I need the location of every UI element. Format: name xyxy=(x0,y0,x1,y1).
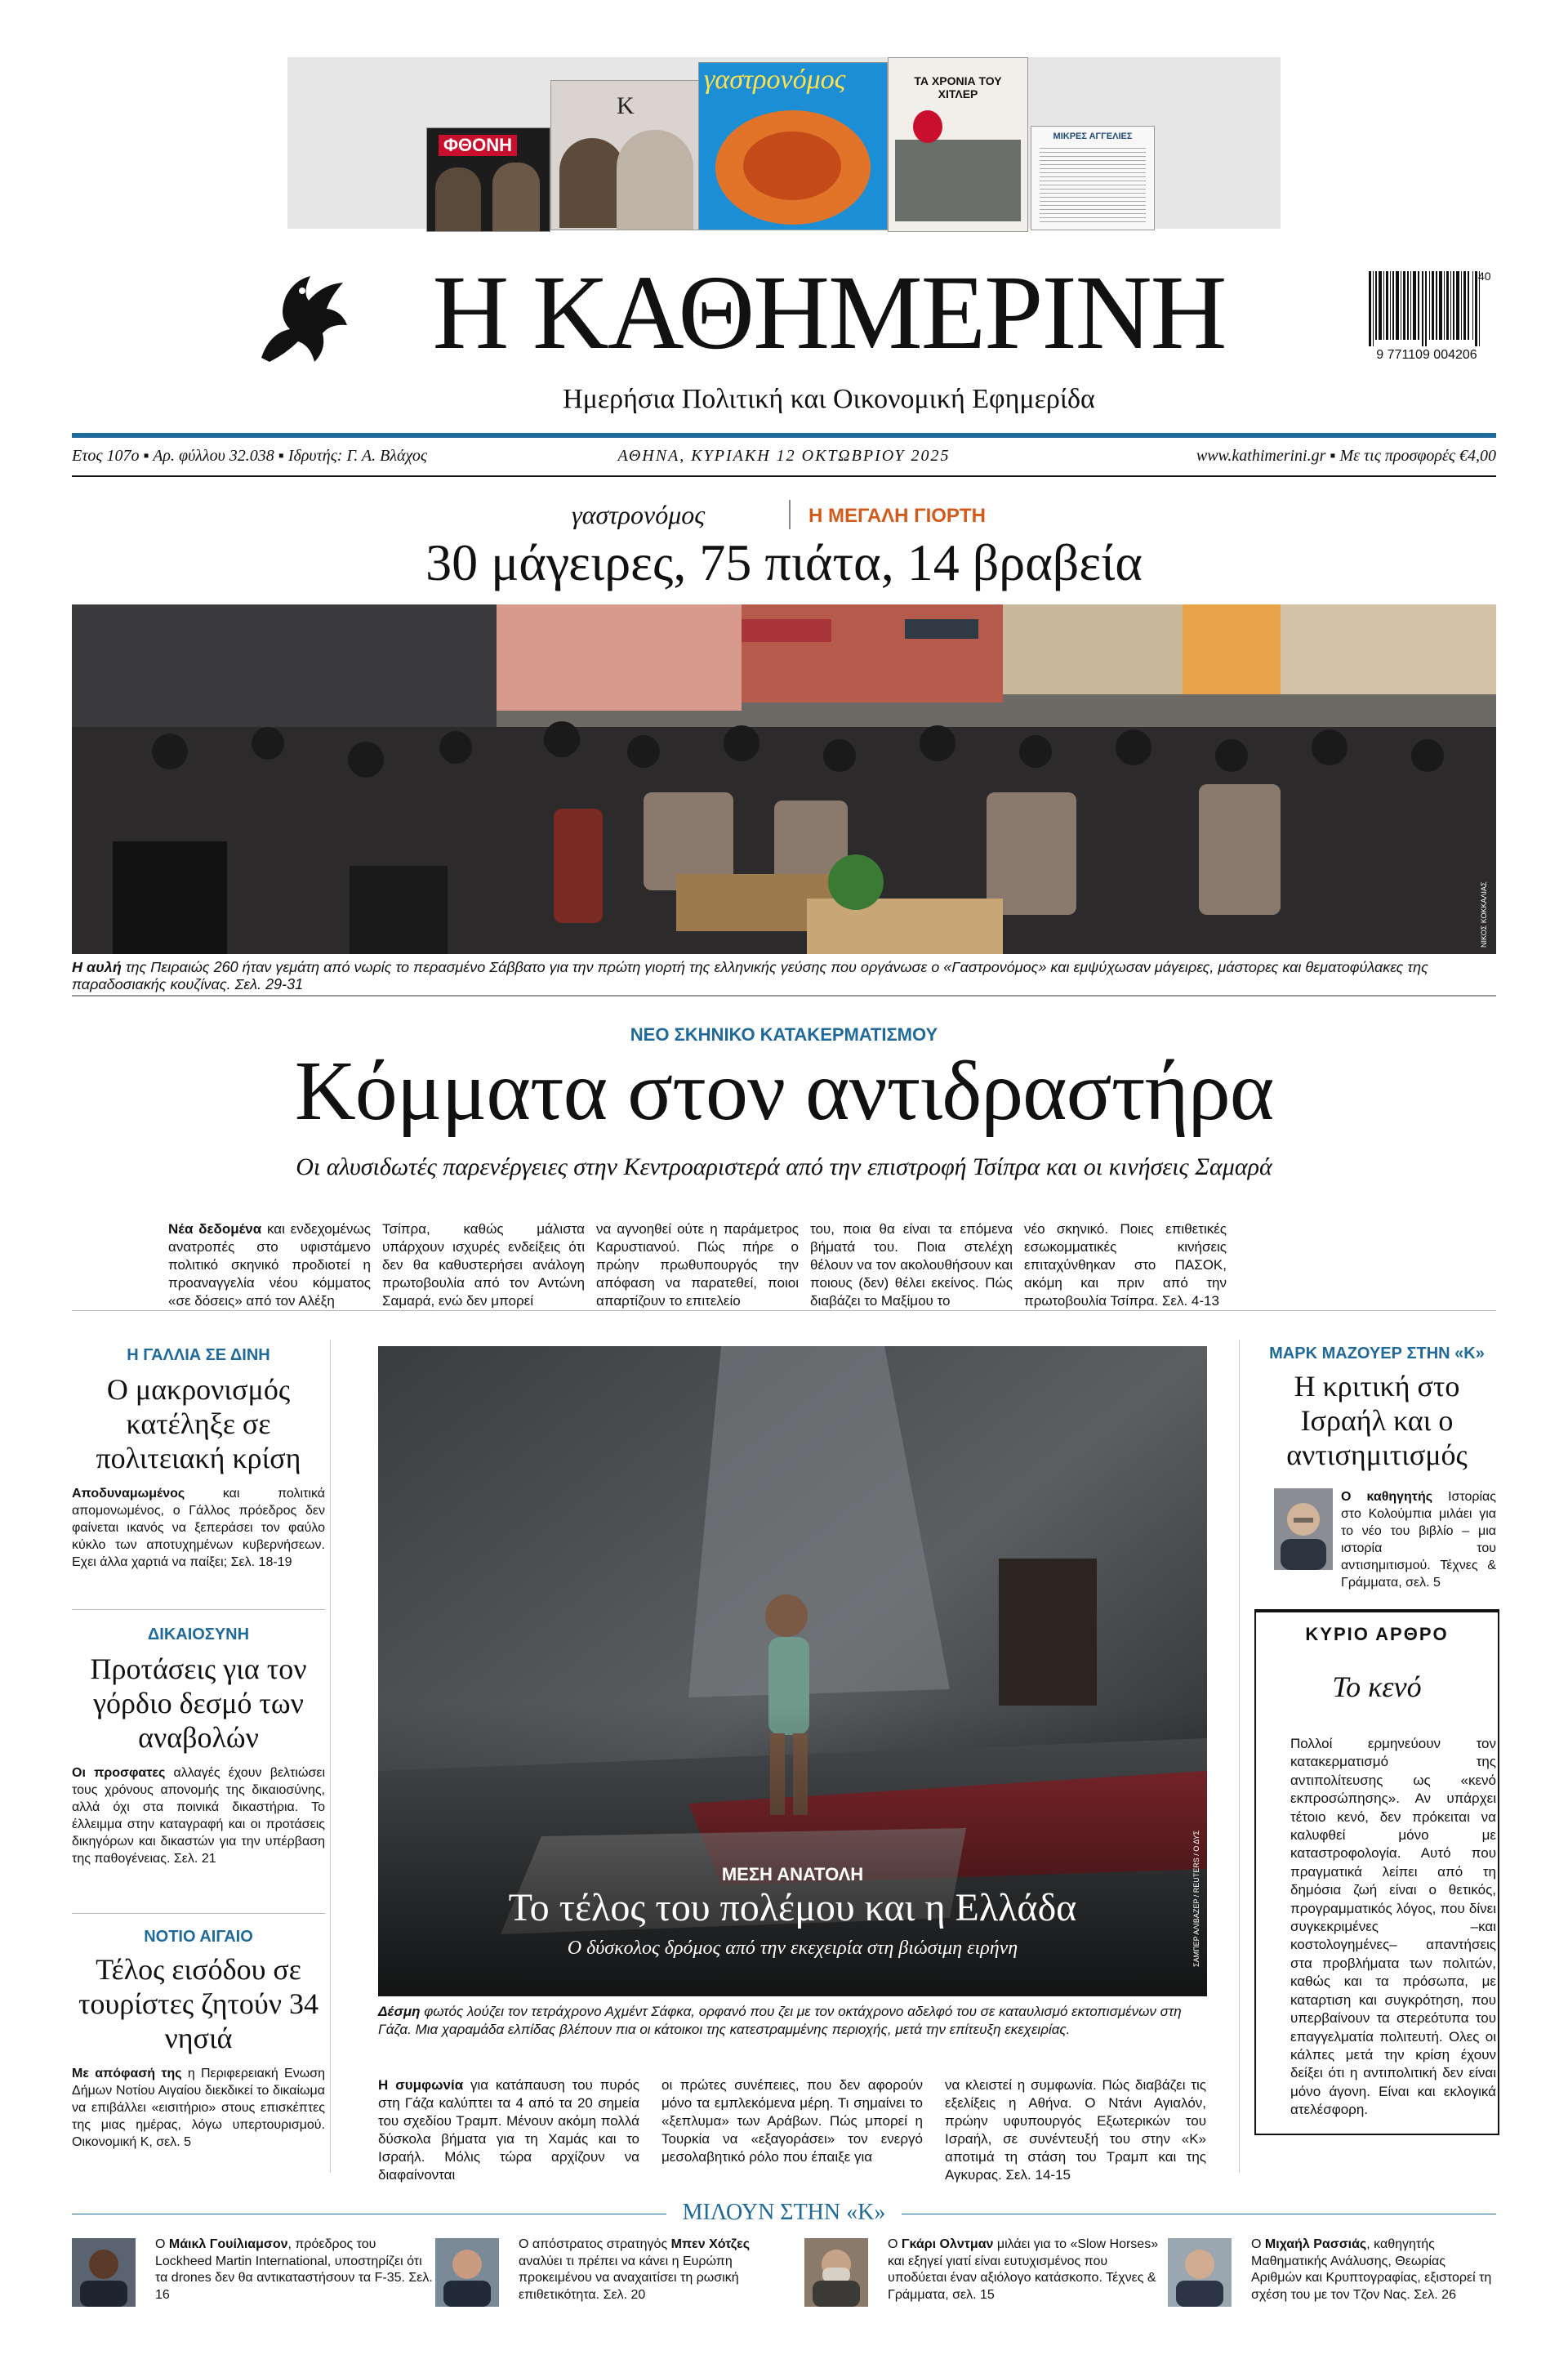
interview-2[interactable] xyxy=(519,2237,796,2303)
lead-column-5: νέο σκηνικό. Ποιες επιθετικές εσωκομματικές κινήσεις επιταχύνθηκαν στο ΠΑΣΟΚ, ακόμη και πριν από την πρωτοβουλία Τσίπρα. Σελ. 4-13 xyxy=(1024,1221,1227,1309)
promo-magazine-k[interactable] xyxy=(550,80,699,230)
center-story-headline[interactable]: Το τέλος του πολέμου και η Ελλάδα xyxy=(508,1886,1077,1929)
info-bar xyxy=(72,445,1496,470)
left-story-1-lead: Αποδυναμωμένος xyxy=(72,1487,185,1501)
promo-magazine-hitler-title: ΤΑ ΧΡΟΝΙΑ ΤΟΥ ΧΙΤΛΕΡ xyxy=(914,74,1002,100)
promo-magazine-fthoni[interactable] xyxy=(426,127,550,232)
right-story-headline[interactable]: Η κριτική στο Ισραήλ και ο αντισημιτισμός xyxy=(1286,1370,1468,1471)
interview-prefix: Ο xyxy=(155,2237,169,2251)
barcode-issue: 40 xyxy=(1478,270,1491,283)
column-divider xyxy=(1239,1340,1240,2173)
hodges-portrait xyxy=(435,2238,499,2307)
promo-magazine-fthoni-label: ΦΘΟΝΗ xyxy=(439,135,517,156)
caption-text: της Πειραιώς 260 ήταν γεμάτη από νωρίς το περασμένο Σάββατο για την πρώτη γιορτή της ελληνικής γεύσης που οργάνωσε ο «Γαστρονόμος» και εμψύχωσαν μάγειρες, μάστορες και θεματοφύλακες της παραδοσιακής κουζίνας. Σελ. 29-31 xyxy=(72,959,1428,992)
promo-photo xyxy=(743,132,841,200)
interview-4[interactable] xyxy=(1251,2237,1496,2303)
promo-photo xyxy=(559,138,625,228)
interview-prefix: Ο xyxy=(888,2237,902,2251)
interview-1[interactable] xyxy=(155,2237,433,2303)
interview-3-text: μιλάει για το «Slow Horses» και εξηγεί γιατί είναι ευτυχισμένος που υποδύεται έναν αξιόλογο κατάσκοπο. Τέχνες & Γράμματα, σελ. 15 xyxy=(888,2237,1159,2302)
promo-text-lines xyxy=(1040,148,1146,225)
left-story-3-headline[interactable]: Τέλος εισόδου σε τουρίστες ζητούν 34 νησιά xyxy=(78,1953,319,2054)
editorial-body: Πολλοί ερμηνεύουν τον κατακερματισμό της αντιπολίτευσης ως «κενό εκπροσώπησης». Αν υπάρχει τέτοιο κενό, δεν πρόκειται να καλυφθεί μόνο με καταστροφολογία. Αυτό που πραγματικά λείπει από τη δημόσια ζωή είναι ο θετικός, προγραμματικός λόγος, που δίνει συγκεκριμένες –και κοστολογημένες– απαντήσεις στα προβλήματα των πολιτών, καθώς και τα πρόσωπα, με καταρτιση και συγκρότηση, που υπερβαίνουν τα στερεότυπα του επαγγελματία πολιτευτή. Ολες οι κάλπες μετά την κρίση έχουν δείξει ότι η αντιπολιτική δεν είναι μόνο άγονη. Είναι και εκλογικά ατελέσφορη. xyxy=(1290,1736,1496,2118)
promo-magazine-k-label: Κ xyxy=(617,92,635,119)
center-column-text: για κατάπαυση του πυρός στη Γάζα καλύπτει τα 4 από τα 20 σημεία του σχεδίου Τραμπ. Μένουν ακόμη πολλά δύσκολα βήματα για τη Χαμάς και το Ισραήλ. Μόλις τώρα αρχίζουν να διαφαίνονται xyxy=(378,2077,639,2183)
interview-1-name: Μάικλ Γουίλιαμσον xyxy=(168,2237,288,2251)
gastronomos-separator xyxy=(789,500,791,529)
left-rule xyxy=(72,1913,325,1914)
left-story-3-body xyxy=(72,2065,325,2151)
lead-column-text: και ενδεχομένως ανατροπές στο υφιστάμενο πολιτικό σκηνικό προδιοτεί η προαναγγελία νέου κόμματος «σε δόσεις» από τον Αλέξη xyxy=(168,1221,371,1309)
gaza-photo-caption xyxy=(378,2003,1207,2039)
left-story-2-text: αλλαγές έχουν βελτιώσει τους χρόνους απονομής της δικαιοσύνης, αλλά όχι στα ποινικά δικαστήρια. Το έλλειμμα στην καταγραφή και οι προτάσεις δικηγόρων και δικαστών για την υπέρβαση της παθογένειας. Σελ. 21 xyxy=(72,1766,325,1866)
lead-kicker: ΝΕΟ ΣΚΗΝΙΚΟ ΚΑΤΑΚΕΡΜΑΤΙΣΜΟΥ xyxy=(630,1024,938,1045)
lead-headline[interactable]: Κόμματα στον αντιδραστήρα xyxy=(294,1044,1274,1138)
section-rule xyxy=(72,995,1496,997)
promo-photo xyxy=(617,130,693,230)
rassias-portrait xyxy=(1168,2238,1232,2307)
promo-photo xyxy=(435,167,481,231)
promo-photo xyxy=(492,163,540,231)
festival-photo-caption xyxy=(72,959,1496,993)
center-column-3: να κλειστεί η συμφωνία. Πώς διαβάζει τις εξελίξεις η Αθήνα. Ο Ντάνι Αγιαλόν, πρώην υφυπουργός Εξωτερικών του Ισραήλ, σε συνέντευξή του στην «Κ» αποτιμά τη στάση του Τραμπ και της Αγκυρας. Σελ. 14-15 xyxy=(945,2077,1206,2183)
interview-prefix: Ο xyxy=(1251,2237,1265,2251)
interview-3[interactable] xyxy=(888,2237,1165,2303)
center-lead-words: Η συμφωνία xyxy=(378,2077,464,2093)
column-divider xyxy=(330,1340,331,2173)
oldman-portrait xyxy=(804,2238,868,2307)
williamson-portrait xyxy=(72,2238,136,2307)
gastronomos-headline[interactable]: 30 μάγειρες, 75 πιάτα, 14 βραβεία xyxy=(425,533,1143,591)
left-story-2-kicker: ΔΙΚΑΙΟΣΥΝΗ xyxy=(147,1626,250,1643)
left-story-2-headline[interactable]: Προτάσεις για τον γόρδιο δεσμό των αναβολών xyxy=(90,1652,307,1754)
interview-4-text: , καθηγητής Μαθηματικής Ανάλυσης, Θεωρίας Αριθμών και Κρυπτογραφίας, εξιστορεί τη σχέση του με τον Τζον Νας. Σελ. 26 xyxy=(1251,2237,1492,2302)
promo-magazine-gastronomos-label: γαστρονόμος xyxy=(704,65,846,95)
promo-photo xyxy=(913,110,942,143)
info-bar-left: Ετος 107ο ▪ Αρ. φύλλου 32.038 ▪ Ιδρυτής: Γ. Α. Βλάχος xyxy=(72,447,428,465)
right-story-lead: Ο καθηγητής xyxy=(1341,1490,1433,1504)
interview-2-text: αναλύει τι πρέπει να κάνει η Ευρώπη προκειμένου να αναχαιτίσει τη ρωσική επιθετικότητα. Σελ. 20 xyxy=(519,2254,739,2302)
masthead-title[interactable]: Η ΚΑΘΗΜΕΡΙΝΗ xyxy=(432,254,1226,372)
left-story-2-body xyxy=(72,1764,325,1867)
lead-column-2: Τσίπρα, καθώς μάλιστα υπάρχουν ισχυρές ενδείξεις ότι δεν θα καθυστερήσει ανάλογη πρωτοβουλία από τον Αντώνη Σαμαρά, ενώ δεν μπορεί xyxy=(382,1221,585,1309)
info-bar-date: ΑΘΗΝΑ, ΚΥΡΙΑΚΗ 12 ΟΚΤΩΒΡΙΟΥ 2025 xyxy=(617,447,951,465)
promo-magazine-hitler[interactable] xyxy=(888,57,1028,232)
promo-magazine-classifieds-title: ΜΙΚΡΕΣ ΑΓΓΕΛΙΕΣ xyxy=(1053,132,1133,141)
caption-lead: Η αυλή xyxy=(72,959,122,975)
interview-2-pre: Ο απόστρατος στρατηγός xyxy=(519,2237,671,2251)
left-rule xyxy=(72,1609,325,1610)
promo-magazine-classifieds[interactable] xyxy=(1031,126,1155,230)
left-story-3-text: η Περιφερειακή Ενωση Δήμων Νοτίου Αιγαίου διεκδικεί το δικαίωμα να επιβάλλει «εισιτήριο» στους επισκέπτες της μιας ημέρας, λόγω υπερτουρισμού. Οικονομική Κ, σελ. 5 xyxy=(72,2067,325,2149)
right-story-body xyxy=(1341,1488,1496,1591)
gastronomos-kicker: Η ΜΕΓΑΛΗ ΓΙΟΡΤΗ xyxy=(808,505,986,527)
left-story-1-headline[interactable]: Ο μακρονισμός κατέληξε σε πολιτειακή κρίση xyxy=(96,1373,301,1474)
lead-column-3: να αγνοηθεί ούτε η παράμετρος Καρυστιανού. Πώς πήρε ο πρώην πρωθυπουργός την απόφαση να παρατεθεί, ποιοι απαρτίζουν το επιτελείο xyxy=(596,1221,799,1309)
masthead-rule xyxy=(72,433,1496,438)
interview-4-name: Μιχαήλ Ρασσιάς xyxy=(1264,2237,1367,2251)
lead-deck: Οι αλυσιδωτές παρενέργειες στην Κεντροαριστερά από την επιστροφή Τσίπρα και οι κινήσεις Σαμαρά xyxy=(296,1153,1272,1180)
interview-1-text: , πρόεδρος του Lockheed Martin International, υποστηρίζει ότι τα drones δεν θα αντικαταστήσουν τα F-35. Σελ. 16 xyxy=(155,2237,433,2302)
left-story-3-lead: Με απόφασή της xyxy=(72,2067,182,2080)
left-story-1-text: και πολιτικά απομονωμένος, ο Γάλλος πρόεδρος δεν φαίνεται ικανός να ξεπεράσει τον φαύλο κύκλο των αποτυχημένων κυβερνήσεων. Εχει άλλα χαρτιά να παίξει; Σελ. 18-19 xyxy=(72,1487,325,1569)
griffin-logo-icon xyxy=(245,260,359,374)
barcode-icon xyxy=(1369,271,1483,346)
photo-credit: ΝΙΚΟΣ ΚΟΚΚΑΛΙΑΣ xyxy=(1480,881,1488,948)
festival-crowd-photo[interactable] xyxy=(72,604,1496,954)
mazower-portrait xyxy=(1274,1488,1333,1570)
info-rule xyxy=(72,475,1496,477)
interview-2-name: Μπεν Χότζες xyxy=(670,2237,751,2251)
editorial-title[interactable]: Το κενό xyxy=(1332,1670,1422,1703)
center-column-2: οι πρώτες συνέπειες, που δεν αφορούν μόνο τα εμπλεκόμενα μέρη. Τι σημαίνει το «ξεπλυμα» των Αράβων. Πώς μπορεί η Τουρκία να «εξαγοράσει» τον ενεργό μεσολαβητικό ρόλο που έπαιξε για xyxy=(662,2077,923,2165)
caption-text: φωτός λούζει τον τετράχρονο Αχμέντ Σάφκα, ορφανό που ζει με τον οκτάχρονο αδελφό του σε καταυλισμό εκτοπισμένων στη Γάζα. Μια χαραμάδα ελπίδας βλέπουν πια οι κάτοικοι της κατεστραμμένης περιοχής, μετά την επίτευξη εκεχειρίας. xyxy=(378,2004,1182,2037)
lead-column-1 xyxy=(168,1220,371,1310)
info-bar-right[interactable]: www.kathimerini.gr ▪ Με τις προσφορές €4,00 xyxy=(1196,447,1496,465)
left-story-1-kicker: Η ΓΑΛΛΙΑ ΣΕ ΔΙΝΗ xyxy=(127,1346,270,1364)
right-story-text: Ιστορίας στο Κολούμπια μιλάει για το νέο του βιβλίο – μια ιστορία του αντισημιτισμού. Τέχνες & Γράμματα, σελ. 5 xyxy=(1341,1490,1496,1590)
lead-column-4: του, ποια θα είναι τα επόμενα βήματά του. Ποια στελέχη θέλουν να τον ακολουθήσουν και ποιους (δεν) θέλει εκείνος. Πώς διαβάζει το Μαξίμου το xyxy=(810,1221,1013,1309)
center-story-deck: Ο δύσκολος δρόμος από την εκεχειρία στη βιώσιμη ειρήνη xyxy=(567,1938,1018,1959)
gastronomos-brand: γαστρονόμος xyxy=(572,500,706,529)
interviews-kicker: ΜΙΛΟΥΝ ΣΤΗΝ «Κ» xyxy=(682,2200,886,2225)
photo-credit: ΣΑΜΠΕΡ ΑΛΙΒΑΖΕΡ / REUTERS / Ο ΔΥΣ xyxy=(1192,1830,1200,1967)
barcode-digits: 9 771109 004206 xyxy=(1376,348,1477,362)
promo-magazine-gastronomos[interactable] xyxy=(698,62,888,230)
left-story-3-kicker: ΝΟΤΙΟ ΑΙΓΑΙΟ xyxy=(144,1928,253,1946)
caption-lead: Δέσμη xyxy=(378,2004,421,2019)
left-story-1-body xyxy=(72,1485,325,1571)
right-story-kicker: ΜΑΡΚ ΜΑΖΟΥΕΡ ΣΤΗΝ «Κ» xyxy=(1269,1345,1485,1362)
section-rule xyxy=(72,1310,1496,1311)
interview-3-name: Γκάρι Ολντμαν xyxy=(901,2237,994,2251)
editorial-kicker: ΚΥΡΙΟ ΑΡΘΡΟ xyxy=(1305,1624,1449,1644)
center-column-1 xyxy=(378,2076,639,2184)
lead-lead-words: Νέα δεδομένα xyxy=(168,1221,262,1237)
masthead-subtitle: Ημερήσια Πολιτική και Οικονομική Εφημερίδα xyxy=(563,384,1095,414)
left-story-2-lead: Οι προσφατες xyxy=(72,1766,166,1780)
promo-strip xyxy=(287,57,1281,229)
promo-photo xyxy=(895,140,1021,221)
center-story-kicker: ΜΕΣΗ ΑΝΑΤΟΛΗ xyxy=(721,1864,864,1884)
